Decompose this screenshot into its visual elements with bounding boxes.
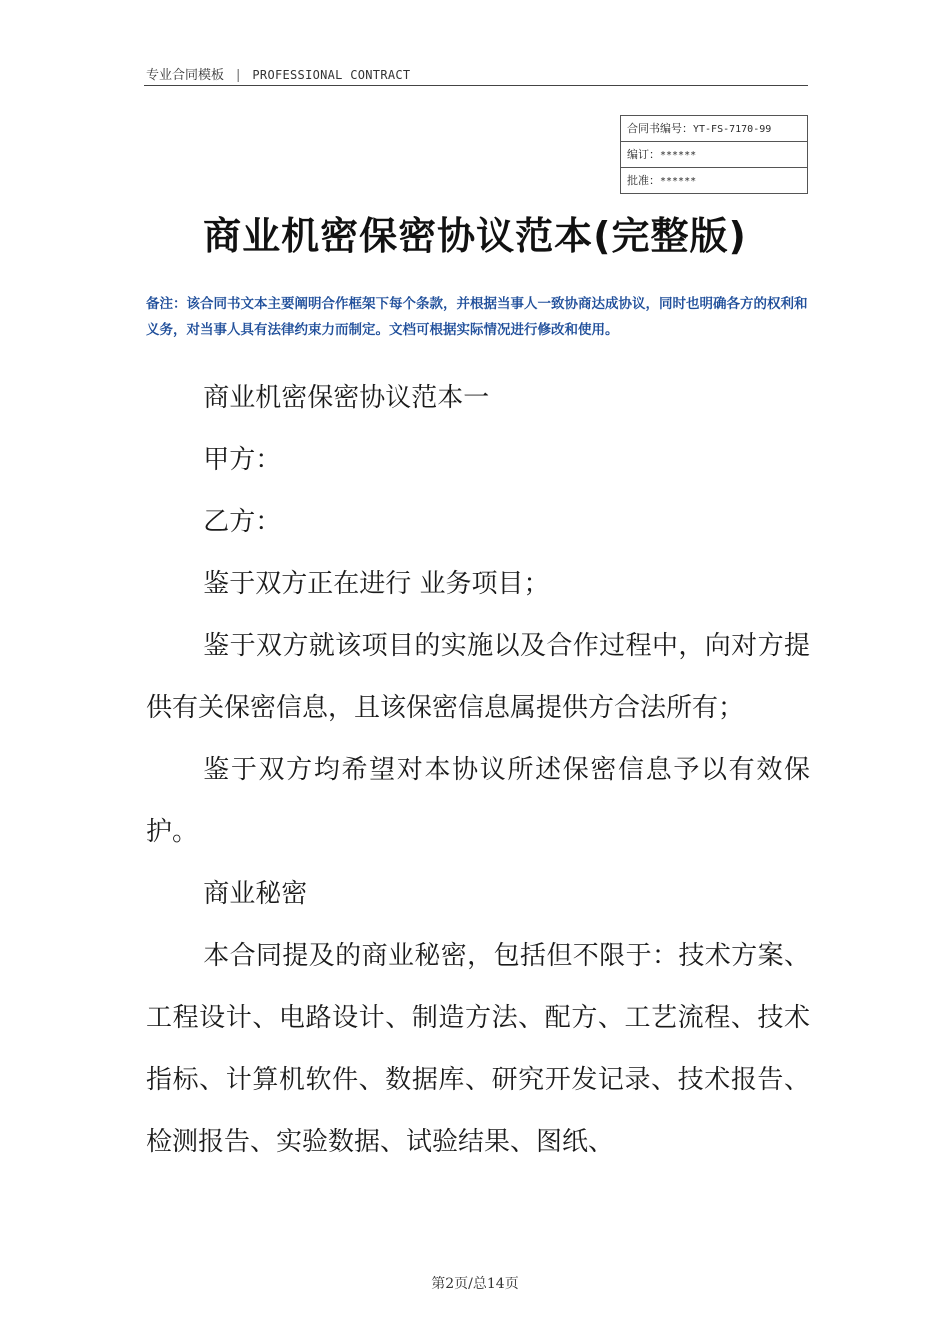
- paragraph: 商业秘密: [203, 879, 308, 909]
- remark-note: 备注：该合同书文本主要阐明合作框架下每个条款，并根据当事人一致协商达成协议，同时也明确各方的权利和义务，对当事人具有法律约束力而制定。文档可根据实际情况进行修改和使用。: [146, 296, 808, 338]
- contract-number-row: [621, 116, 807, 142]
- document-title: 商业机密保密协议范本(完整版): [203, 214, 747, 258]
- header-left-label: 专业合同模板: [146, 68, 225, 83]
- paragraph: 本合同提及的商业秘密，包括但不限于：技术方案、工程设计、电路设计、制造方法、配方、工艺流程、技术指标、计算机软件、数据库、研究开发记录、技术报告、检测报告、实验数据、试验结果、图纸、: [146, 941, 810, 1157]
- document-body: [146, 367, 810, 1173]
- paragraph: 商业机密保密协议范本一: [203, 383, 490, 413]
- paragraph: 鉴于双方均希望对本协议所述保密信息予以有效保护。: [146, 755, 810, 847]
- header-right-label: PROFESSIONAL CONTRACT: [252, 68, 411, 82]
- page-number: 第2页/总14页: [431, 1276, 519, 1292]
- editor-label: 编订：: [627, 148, 660, 161]
- page-header: [146, 64, 808, 83]
- paragraph: 乙方：: [203, 507, 282, 537]
- contract-number-value: YT-FS-7170-99: [693, 124, 772, 135]
- approver-value: ******: [660, 176, 697, 187]
- header-divider: [144, 85, 808, 86]
- contract-number-label: 合同书编号：: [627, 122, 693, 135]
- approver-label: 批准：: [627, 174, 660, 187]
- editor-value: ******: [660, 150, 697, 161]
- paragraph: 鉴于双方就该项目的实施以及合作过程中，向对方提供有关保密信息，且该保密信息属提供方合法所有；: [146, 631, 810, 723]
- paragraph: 鉴于双方正在进行 业务项目；: [203, 569, 550, 599]
- contract-info-box: [620, 115, 808, 194]
- editor-row: [621, 142, 807, 168]
- paragraph: 甲方：: [203, 445, 282, 475]
- approver-row: [621, 168, 807, 193]
- header-separator: |: [236, 68, 241, 83]
